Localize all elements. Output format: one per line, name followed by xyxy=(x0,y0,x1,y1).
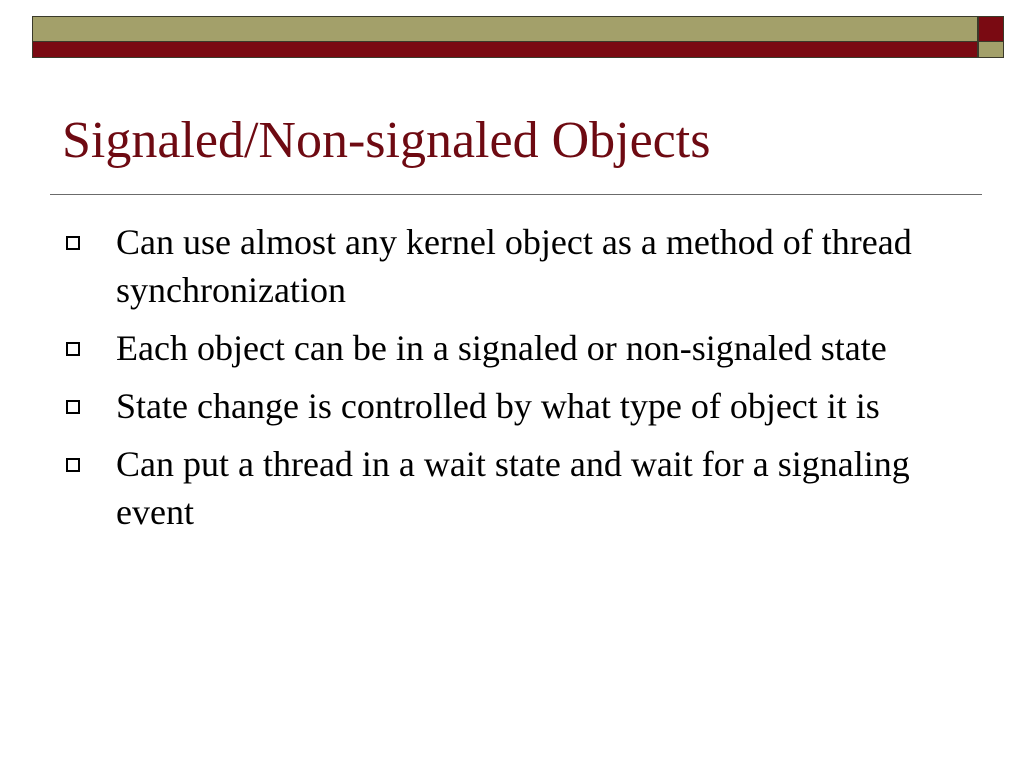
bullet-item xyxy=(66,218,966,314)
bullet-text: Can put a thread in a wait state and wait for a signaling event xyxy=(116,444,910,532)
bullet-item xyxy=(66,382,966,430)
title-divider xyxy=(50,194,982,195)
bullet-text: State change is controlled by what type of object it is xyxy=(116,386,880,426)
hollow-square-icon xyxy=(66,236,80,250)
header-corner-olive xyxy=(978,42,1004,58)
bullet-item xyxy=(66,440,966,536)
bullet-list xyxy=(66,218,966,546)
bullet-text: Can use almost any kernel object as a method of thread synchronization xyxy=(116,222,912,310)
header-corner-red xyxy=(978,16,1004,42)
header-bar-red xyxy=(32,42,978,58)
bullet-item xyxy=(66,324,966,372)
bullet-text: Each object can be in a signaled or non-signaled state xyxy=(116,328,887,368)
slide-title: Signaled/Non-signaled Objects xyxy=(62,112,711,169)
header-bar-olive xyxy=(32,16,978,42)
hollow-square-icon xyxy=(66,342,80,356)
hollow-square-icon xyxy=(66,458,80,472)
hollow-square-icon xyxy=(66,400,80,414)
